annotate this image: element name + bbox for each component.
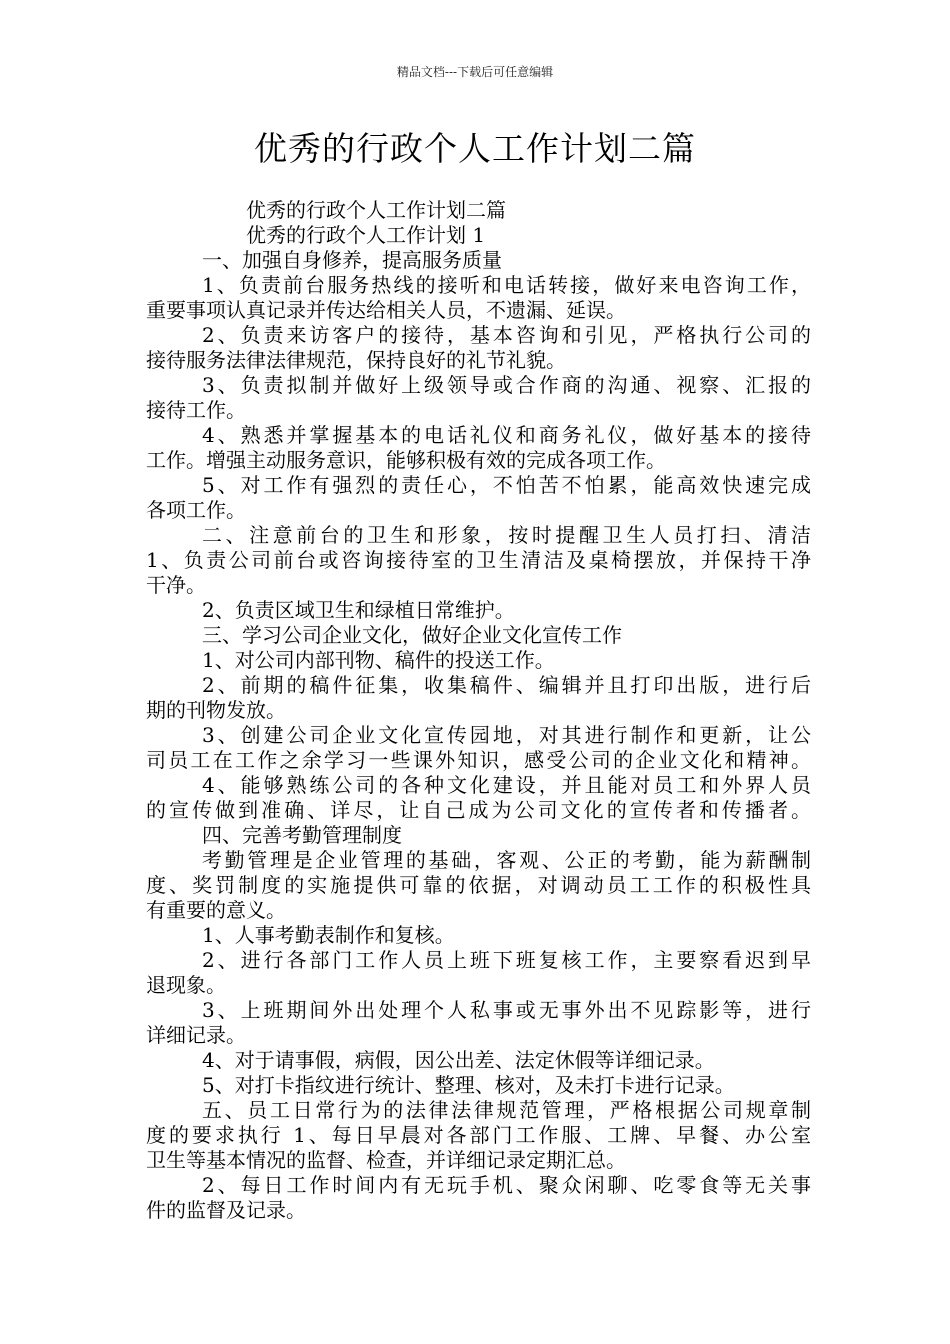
paragraph-line: 5、对工作有强烈的责任心，不怕苦不怕累，能高效快速完成 (202, 473, 811, 497)
paragraph-line: 1、负责公司前台或咨询接待室的卫生清洁及桌椅摆放，并保持干净 (146, 548, 811, 572)
paragraph-line: 重要事项认真记录并传达给相关人员，不遗漏、延误。 (146, 298, 626, 322)
section-heading: 一、加强自身修养，提高服务质量 (202, 248, 502, 272)
paragraph-line: 司员工在工作之余学习一些课外知识，感受公司的企业文化和精神。 (146, 748, 811, 772)
section-heading: 五、员工日常行为的法律法律规范管理，严格根据公司规章制 (202, 1098, 811, 1122)
document-body (146, 198, 811, 1223)
section-heading: 二、注意前台的卫生和形象，按时提醒卫生人员打扫、清洁 (202, 523, 811, 547)
paragraph-line: 干净。 (146, 573, 206, 597)
paragraph-line: 2、每日工作时间内有无玩手机、聚众闲聊、吃零食等无关事 (202, 1173, 811, 1197)
paragraph-line: 3、创建公司企业文化宣传园地，对其进行制作和更新，让公 (202, 723, 811, 747)
document-title: 优秀的行政个人工作计划二篇 (254, 129, 696, 168)
paragraph-line: 件的监督及记录。 (146, 1198, 306, 1222)
header-note: 精品文档---下载后可任意编辑 (396, 65, 554, 79)
paragraph-line: 考勤管理是企业管理的基础，客观、公正的考勤，能为薪酬制 (202, 848, 811, 872)
paragraph-line: 4、对于请事假，病假，因公出差、法定休假等详细记录。 (202, 1048, 715, 1072)
paragraph-line: 3、上班期间外出处理个人私事或无事外出不见踪影等，进行 (202, 998, 811, 1022)
paragraph-line: 2、负责来访客户的接待，基本咨询和引见，严格执行公司的 (202, 323, 811, 347)
paragraph-line: 2、负责区域卫生和绿植日常维护。 (202, 598, 515, 622)
paragraph-line: 有重要的意义。 (146, 898, 286, 922)
paragraph-line: 2、进行各部门工作人员上班下班复核工作，主要察看迟到早 (202, 948, 811, 972)
paragraph-line: 优秀的行政个人工作计划二篇 (246, 198, 506, 222)
paragraph-line: 2、前期的稿件征集，收集稿件、编辑并且打印出版，进行后 (202, 673, 811, 697)
section-heading: 三、学习公司企业文化，做好企业文化宣传工作 (202, 623, 622, 647)
paragraph-line: 卫生等基本情况的监督、检查，并详细记录定期汇总。 (146, 1148, 626, 1172)
paragraph-line: 3、负责拟制并做好上级领导或合作商的沟通、视察、汇报的 (202, 373, 811, 397)
paragraph-line: 的宣传做到准确、详尽，让自己成为公司文化的宣传者和传播者。 (146, 798, 811, 822)
paragraph-line: 1、负责前台服务热线的接听和电话转接，做好来电咨询工作， (202, 273, 811, 297)
paragraph-line: 接待服务法律法律规范，保持良好的礼节礼貌。 (146, 348, 566, 372)
paragraph-line: 接待工作。 (146, 398, 246, 422)
paragraph-line: 度、奖罚制度的实施提供可靠的依据，对调动员工工作的积极性具 (146, 873, 811, 897)
paragraph-line: 各项工作。 (146, 498, 246, 522)
paragraph-line: 1、对公司内部刊物、稿件的投送工作。 (202, 648, 555, 672)
paragraph-line: 详细记录。 (146, 1023, 246, 1047)
paragraph-line: 优秀的行政个人工作计划 1 (246, 223, 486, 247)
paragraph-line: 期的刊物发放。 (146, 698, 286, 722)
paragraph-line: 4、能够熟练公司的各种文化建设，并且能对员工和外界人员 (202, 773, 811, 797)
section-heading: 四、完善考勤管理制度 (202, 823, 402, 847)
paragraph-line: 4、熟悉并掌握基本的电话礼仪和商务礼仪，做好基本的接待 (202, 423, 811, 447)
paragraph-line: 度的要求执行 1、每日早晨对各部门工作服、工牌、早餐、办公室 (146, 1123, 811, 1147)
paragraph-line: 退现象。 (146, 973, 226, 997)
paragraph-line: 5、对打卡指纹进行统计、整理、核对，及未打卡进行记录。 (202, 1073, 735, 1097)
paragraph-line: 1、人事考勤表制作和复核。 (202, 923, 455, 947)
paragraph-line: 工作。增强主动服务意识，能够积极有效的完成各项工作。 (146, 448, 666, 472)
